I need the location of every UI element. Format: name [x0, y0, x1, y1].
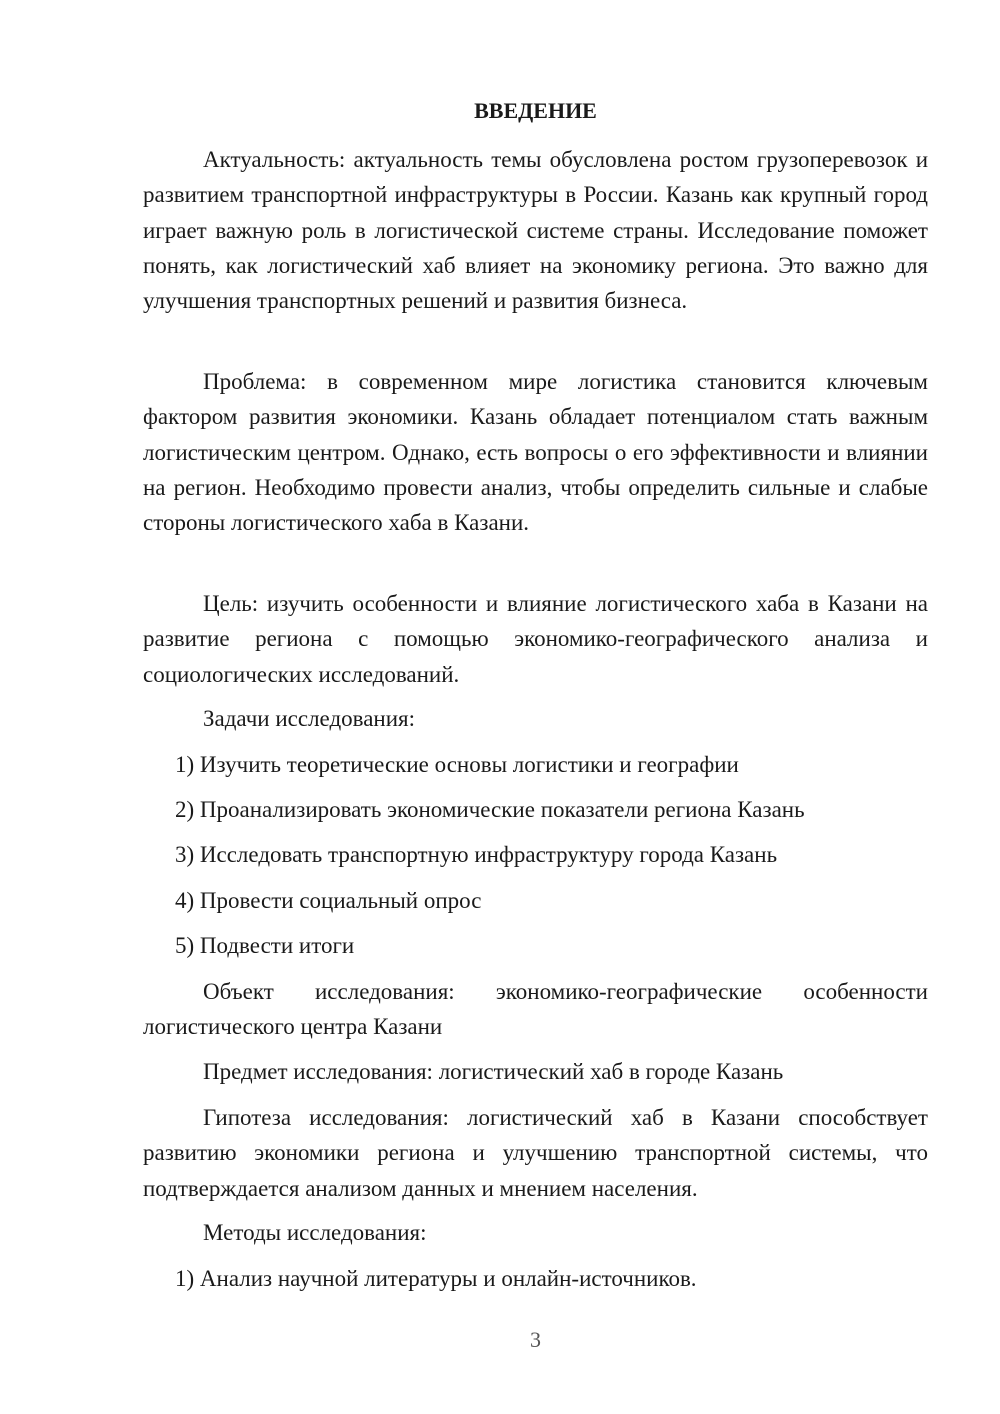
task-item: 5) Подвести итоги	[175, 933, 355, 958]
goal-paragraph: Цель: изучить особенности и влияние логистического хаба в Казани на развитие региона с помощью экономико-географического анализа и социологических исследований.	[143, 591, 928, 687]
document-page	[143, 0, 928, 1414]
tasks-title: Задачи исследования:	[203, 706, 416, 731]
task-item: 3) Исследовать транспортную инфраструктуру города Казань	[175, 842, 778, 867]
section-heading: ВВЕДЕНИЕ	[474, 98, 597, 123]
task-item: 2) Проанализировать экономические показатели региона Казань	[175, 797, 805, 822]
task-item: 4) Провести социальный опрос	[175, 888, 482, 913]
object-paragraph: Объект исследования: экономико-географические особенности логистического центра Казани	[143, 979, 928, 1040]
task-item: 1) Изучить теоретические основы логистики и географии	[175, 752, 739, 777]
relevance-paragraph: Актуальность: актуальность темы обусловлена ростом грузоперевозок и развитием транспортной инфраструктуры в России. Казань как крупный город играет важную роль в логистической системе страны. Исследование поможет понять, как логистический хаб влияет на экономику региона. Это важно для улучшения транспортных решений и развития бизнеса.	[143, 147, 928, 314]
methods-title: Методы исследования:	[203, 1220, 427, 1245]
subject-line: Предмет исследования: логистический хаб в городе Казань	[203, 1059, 784, 1084]
page-number: 3	[530, 1327, 541, 1352]
problem-paragraph: Проблема: в современном мире логистика становится ключевым фактором развития экономики. Казань обладает потенциалом стать важным логистическим центром. Однако, есть вопросы о его эффективности и влиянии на регион. Необходимо провести анализ, чтобы определить сильные и слабые стороны логистического хаба в Казани.	[143, 369, 928, 536]
method-item: 1) Анализ научной литературы и онлайн-источников.	[175, 1266, 697, 1291]
hypothesis-paragraph: Гипотеза исследования: логистический хаб в Казани способствует развитию экономики региона и улучшению транспортной системы, что подтверждается анализом данных и мнением населения.	[143, 1105, 928, 1201]
